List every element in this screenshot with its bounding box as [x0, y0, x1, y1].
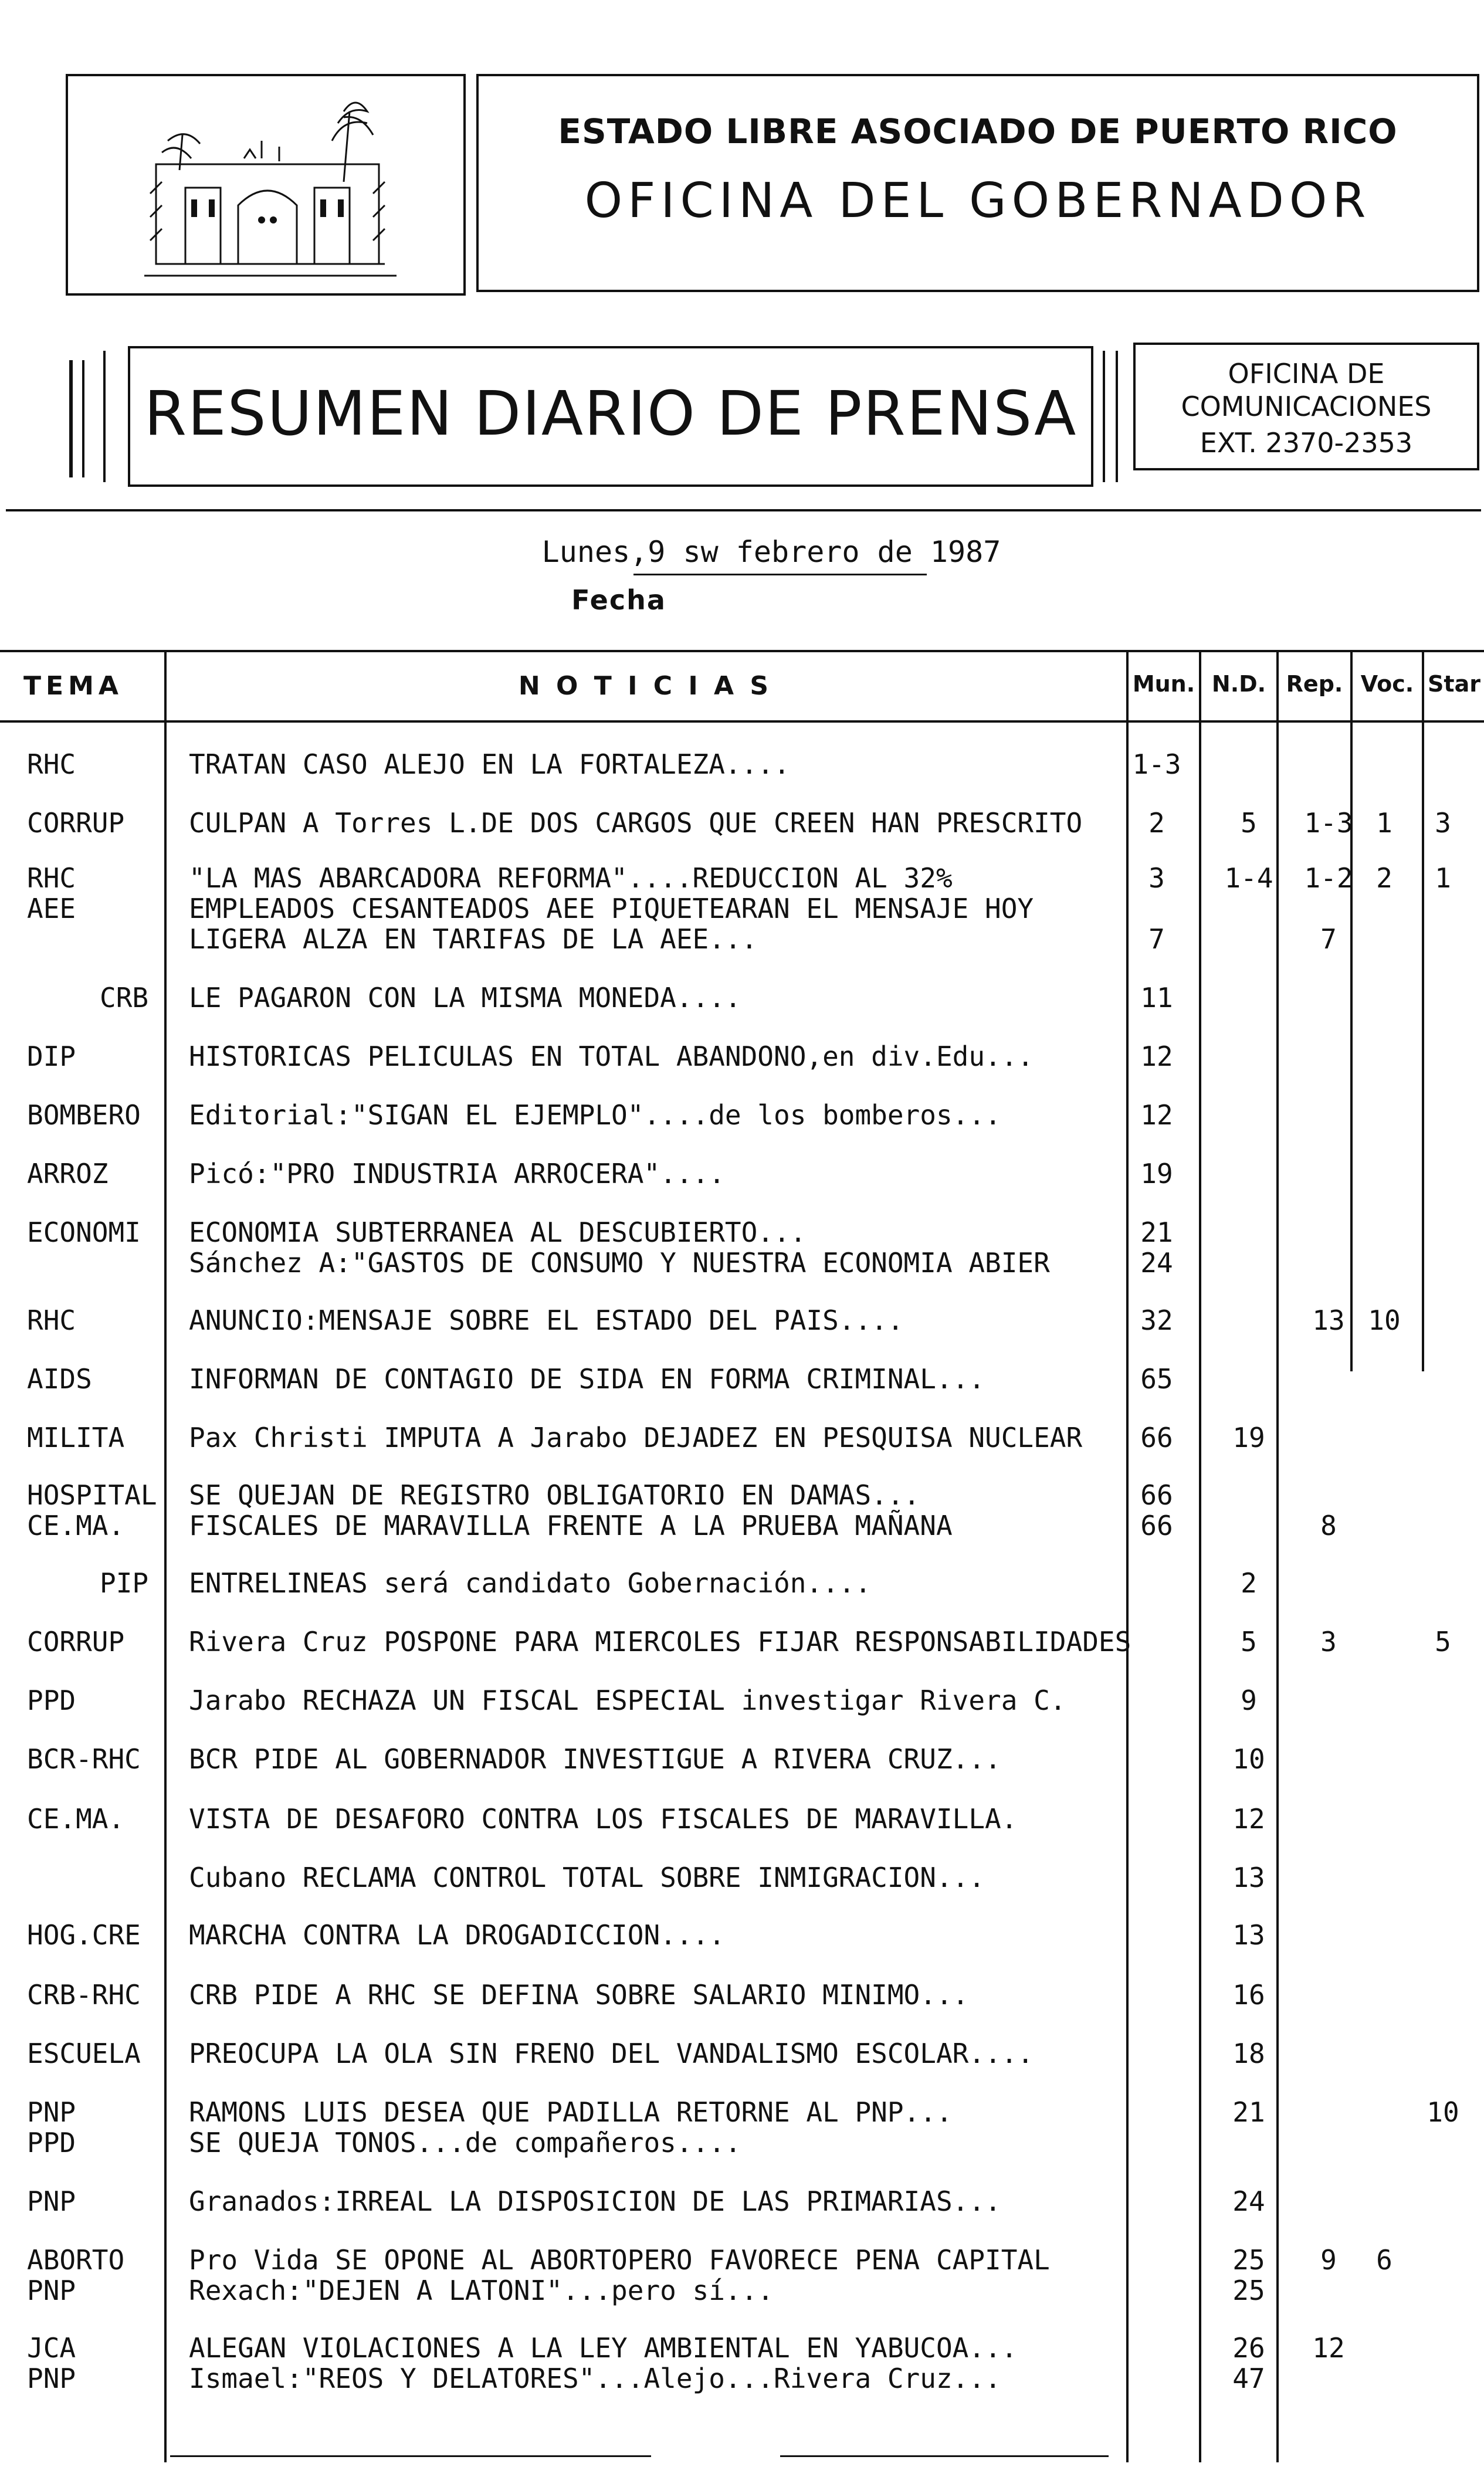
- table-row: [0, 2333, 1484, 2363]
- rep-cell: 9: [1320, 2244, 1337, 2276]
- tema-cell: CORRUP: [27, 1626, 125, 1658]
- date-underline: [633, 574, 927, 575]
- noticia-cell: Editorial:"SIGAN EL EJEMPLO"....de los bomberos...: [189, 1099, 1001, 1131]
- star-cell: 10: [1427, 2096, 1459, 2128]
- nd-cell: 19: [1232, 1422, 1265, 1453]
- tema-cell: ARROZ: [27, 1158, 109, 1190]
- noticia-cell: Ismael:"REOS Y DELATORES"...Alejo...Rivera Cruz...: [189, 2363, 1001, 2394]
- tema-cell: CRB-RHC: [27, 1979, 141, 2011]
- noticia-cell: CRB PIDE A RHC SE DEFINA SOBRE SALARIO MINIMO...: [189, 1979, 969, 2011]
- header-mun: Mun.: [1132, 671, 1195, 697]
- date-text: Lunes,9 sw febrero de 1987: [541, 535, 1001, 569]
- tema-cell: PNP: [27, 2096, 76, 2128]
- rep-cell: 3: [1320, 1626, 1337, 1658]
- table-row: [0, 924, 1484, 954]
- governor-mansion-logo: [66, 74, 466, 296]
- noticia-cell: MARCHA CONTRA LA DROGADICCION....: [189, 1919, 725, 1951]
- table-row: [0, 1159, 1484, 1188]
- nd-cell: 13: [1232, 1862, 1265, 1893]
- rep-cell: 7: [1320, 923, 1337, 955]
- nd-cell: 5: [1241, 807, 1257, 839]
- noticia-cell: SE QUEJA TONOS...de compañeros....: [189, 2127, 741, 2159]
- table-row: [0, 1686, 1484, 1715]
- office-line-1: OFICINA DE: [1228, 358, 1385, 389]
- mun-cell: 66: [1140, 1422, 1173, 1453]
- table-row: [0, 1480, 1484, 1510]
- nd-cell: 24: [1232, 2185, 1265, 2217]
- banner-rule-right-2: [1116, 351, 1118, 482]
- table-row: [0, 808, 1484, 838]
- table-row: [0, 1511, 1484, 1540]
- table-row: [0, 1980, 1484, 2010]
- nd-cell: 25: [1232, 2275, 1265, 2306]
- table-row: [0, 1568, 1484, 1598]
- header-nd: N.D.: [1211, 671, 1266, 697]
- tema-cell: PNP: [27, 2185, 76, 2217]
- tema-cell: CE.MA.: [27, 1510, 125, 1541]
- mun-cell: 3: [1148, 862, 1165, 894]
- tema-cell: ESCUELA: [27, 2038, 141, 2069]
- table-row: [0, 1306, 1484, 1335]
- noticia-cell: Pax Christi IMPUTA A Jarabo DEJADEZ EN PESQUISA NUCLEAR: [189, 1422, 1083, 1453]
- tema-cell: PPD: [27, 1685, 76, 1716]
- nd-cell: 13: [1232, 1919, 1265, 1951]
- rep-cell: 8: [1320, 1510, 1337, 1541]
- star-cell: 5: [1435, 1626, 1451, 1658]
- voc-cell: 1: [1376, 807, 1392, 839]
- header-noticias: N O T I C I A S: [518, 671, 773, 701]
- table-row: [0, 1627, 1484, 1656]
- table-top-rule: [0, 650, 1484, 652]
- table-row: [0, 1042, 1484, 1071]
- tema-cell: AIDS: [27, 1363, 92, 1395]
- government-name: ESTADO LIBRE ASOCIADO DE PUERTO RICO: [558, 111, 1398, 151]
- noticia-cell: ALEGAN VIOLACIONES A LA LEY AMBIENTAL EN YABUCOA...: [189, 2332, 1018, 2364]
- noticia-cell: Sánchez A:"GASTOS DE CONSUMO Y NUESTRA ECONOMIA ABIER: [189, 1247, 1050, 1279]
- bottom-rule-right: [780, 2455, 1109, 2457]
- voc-cell: 6: [1376, 2244, 1392, 2276]
- mun-cell: 2: [1148, 807, 1165, 839]
- rep-cell: 13: [1312, 1304, 1345, 1336]
- tema-cell: ABORTO: [27, 2244, 125, 2276]
- noticia-cell: CULPAN A Torres L.DE DOS CARGOS QUE CREEN HAN PRESCRITO: [189, 807, 1083, 839]
- tema-cell: JCA: [27, 2332, 76, 2364]
- tema-cell: AEE: [27, 893, 76, 924]
- nd-cell: 21: [1232, 2096, 1265, 2128]
- banner-rule-right-1: [1103, 351, 1105, 482]
- header-rep: Rep.: [1286, 671, 1343, 697]
- tema-cell: PNP: [27, 2363, 76, 2394]
- noticia-cell: EMPLEADOS CESANTEADOS AEE PIQUETEARAN EL MENSAJE HOY: [189, 893, 1034, 924]
- noticia-cell: VISTA DE DESAFORO CONTRA LOS FISCALES DE MARAVILLA.: [189, 1803, 1018, 1835]
- office-name: OFICINA DEL GOBERNADOR: [584, 173, 1371, 229]
- tema-cell: CORRUP: [27, 807, 125, 839]
- mun-cell: 66: [1140, 1479, 1173, 1511]
- rep-cell: 1-3: [1304, 807, 1353, 839]
- table-row: [0, 1863, 1484, 1892]
- tema-cell: CRB: [100, 982, 149, 1014]
- noticia-cell: ENTRELINEAS será candidato Gobernación....: [189, 1567, 872, 1599]
- noticia-cell: HISTORICAS PELICULAS EN TOTAL ABANDONO,en div.Edu...: [189, 1041, 1034, 1072]
- voc-cell: 2: [1376, 862, 1392, 894]
- mun-cell: 7: [1148, 923, 1165, 955]
- tema-cell: HOG.CRE: [27, 1919, 141, 1951]
- rep-cell: 1-2: [1304, 862, 1353, 894]
- bottom-rule-left: [170, 2455, 651, 2457]
- table-row: [0, 2245, 1484, 2275]
- voc-cell: 10: [1368, 1304, 1401, 1336]
- noticia-cell: ANUNCIO:MENSAJE SOBRE EL ESTADO DEL PAIS....: [189, 1304, 904, 1336]
- noticia-cell: INFORMAN DE CONTAGIO DE SIDA EN FORMA CRIMINAL...: [189, 1363, 985, 1395]
- table-row: [0, 1920, 1484, 1950]
- tema-cell: PIP: [100, 1567, 149, 1599]
- noticia-cell: "LA MAS ABARCADORA REFORMA"....REDUCCION AL 32%: [189, 862, 953, 894]
- tema-cell: RHC: [27, 862, 76, 894]
- tema-cell: RHC: [27, 748, 76, 780]
- mun-cell: 32: [1140, 1304, 1173, 1336]
- noticia-cell: ECONOMIA SUBTERRANEA AL DESCUBIERTO...: [189, 1217, 807, 1248]
- nd-cell: 12: [1232, 1803, 1265, 1835]
- nd-cell: 5: [1241, 1626, 1257, 1658]
- header-star: Star: [1428, 671, 1480, 697]
- table-row: [0, 2276, 1484, 2305]
- tema-cell: PPD: [27, 2127, 76, 2159]
- table-row: [0, 2098, 1484, 2127]
- noticia-cell: PREOCUPA LA OLA SIN FRENO DEL VANDALISMO ESCOLAR....: [189, 2038, 1034, 2069]
- star-cell: 3: [1435, 807, 1451, 839]
- nd-cell: 10: [1232, 1743, 1265, 1775]
- table-row: [0, 983, 1484, 1012]
- table-row: [0, 894, 1484, 923]
- mun-cell: 66: [1140, 1510, 1173, 1541]
- table-row: [0, 1218, 1484, 1247]
- table-row: [0, 2364, 1484, 2393]
- noticia-cell: Rivera Cruz POSPONE PARA MIERCOLES FIJAR RESPONSABILIDADES: [189, 1626, 1131, 1658]
- table-header-rule: [0, 720, 1484, 723]
- noticia-cell: LIGERA ALZA EN TARIFAS DE LA AEE...: [189, 923, 758, 955]
- tema-cell: ECONOMI: [27, 1217, 141, 1248]
- tema-cell: HOSPITAL: [27, 1479, 157, 1511]
- banner-rule-left-2: [82, 360, 84, 477]
- nd-cell: 1-4: [1224, 862, 1273, 894]
- header-voc: Voc.: [1360, 671, 1414, 697]
- mun-cell: 1-3: [1132, 748, 1181, 780]
- nd-cell: 47: [1232, 2363, 1265, 2394]
- noticia-cell: Rexach:"DEJEN A LATONI"...pero sí...: [189, 2275, 774, 2306]
- date-label: Fecha: [571, 584, 666, 616]
- tema-cell: DIP: [27, 1041, 76, 1072]
- tema-cell: RHC: [27, 1304, 76, 1336]
- mun-cell: 11: [1140, 982, 1173, 1014]
- table-row: [0, 2039, 1484, 2068]
- mun-cell: 19: [1140, 1158, 1173, 1190]
- office-extension: EXT. 2370-2353: [1200, 427, 1413, 459]
- noticia-cell: BCR PIDE AL GOBERNADOR INVESTIGUE A RIVERA CRUZ...: [189, 1743, 1001, 1775]
- table-row: [0, 1423, 1484, 1452]
- resumen-title: RESUMEN DIARIO DE PRENSA: [144, 378, 1078, 449]
- mun-cell: 24: [1140, 1247, 1173, 1279]
- mansion-illustration-icon: [68, 76, 463, 293]
- tema-cell: CE.MA.: [27, 1803, 125, 1835]
- resumen-banner: [128, 346, 1093, 487]
- table-row: [0, 1804, 1484, 1834]
- noticia-cell: SE QUEJAN DE REGISTRO OBLIGATORIO EN DAMAS...: [189, 1479, 920, 1511]
- tema-cell: BOMBERO: [27, 1099, 141, 1131]
- mun-cell: 12: [1140, 1099, 1173, 1131]
- banner-rule-left-3: [103, 351, 106, 482]
- table-row: [0, 1100, 1484, 1130]
- mun-cell: 12: [1140, 1041, 1173, 1072]
- table-row: [0, 2128, 1484, 2157]
- star-cell: 1: [1435, 862, 1451, 894]
- tema-cell: PNP: [27, 2275, 76, 2306]
- noticia-cell: RAMONS LUIS DESEA QUE PADILLA RETORNE AL PNP...: [189, 2096, 953, 2128]
- nd-cell: 18: [1232, 2038, 1265, 2069]
- table-row: [0, 750, 1484, 779]
- government-title-box: [476, 74, 1479, 292]
- nd-cell: 9: [1241, 1685, 1257, 1716]
- noticia-cell: Granados:IRREAL LA DISPOSICION DE LAS PRIMARIAS...: [189, 2185, 1001, 2217]
- noticia-cell: Cubano RECLAMA CONTROL TOTAL SOBRE INMIGRACION...: [189, 1862, 985, 1893]
- header-tema: TEMA: [23, 671, 123, 701]
- office-line-2: COMUNICACIONES: [1181, 391, 1432, 422]
- mun-cell: 21: [1140, 1217, 1173, 1248]
- tema-cell: MILITA: [27, 1422, 125, 1453]
- noticia-cell: LE PAGARON CON LA MISMA MONEDA....: [189, 982, 741, 1014]
- nd-cell: 16: [1232, 1979, 1265, 2011]
- tema-cell: BCR-RHC: [27, 1743, 141, 1775]
- noticia-cell: Jarabo RECHAZA UN FISCAL ESPECIAL investigar Rivera C.: [189, 1685, 1066, 1716]
- noticia-cell: Picó:"PRO INDUSTRIA ARROCERA"....: [189, 1158, 725, 1190]
- noticia-cell: TRATAN CASO ALEJO EN LA FORTALEZA....: [189, 748, 790, 780]
- banner-rule-left-1: [69, 360, 73, 477]
- noticia-cell: FISCALES DE MARAVILLA FRENTE A LA PRUEBA MAÑANA: [189, 1510, 953, 1541]
- header-divider: [6, 509, 1481, 511]
- nd-cell: 2: [1241, 1567, 1257, 1599]
- mun-cell: 65: [1140, 1363, 1173, 1395]
- table-row: [0, 1364, 1484, 1394]
- table-row: [0, 2187, 1484, 2216]
- table-row: [0, 1248, 1484, 1278]
- table-row: [0, 1744, 1484, 1774]
- rep-cell: 12: [1312, 2332, 1345, 2364]
- nd-cell: 25: [1232, 2244, 1265, 2276]
- nd-cell: 26: [1232, 2332, 1265, 2364]
- table-row: [0, 863, 1484, 893]
- noticia-cell: Pro Vida SE OPONE AL ABORTOPERO FAVORECE PENA CAPITAL: [189, 2244, 1050, 2276]
- communications-office-box: [1133, 343, 1479, 470]
